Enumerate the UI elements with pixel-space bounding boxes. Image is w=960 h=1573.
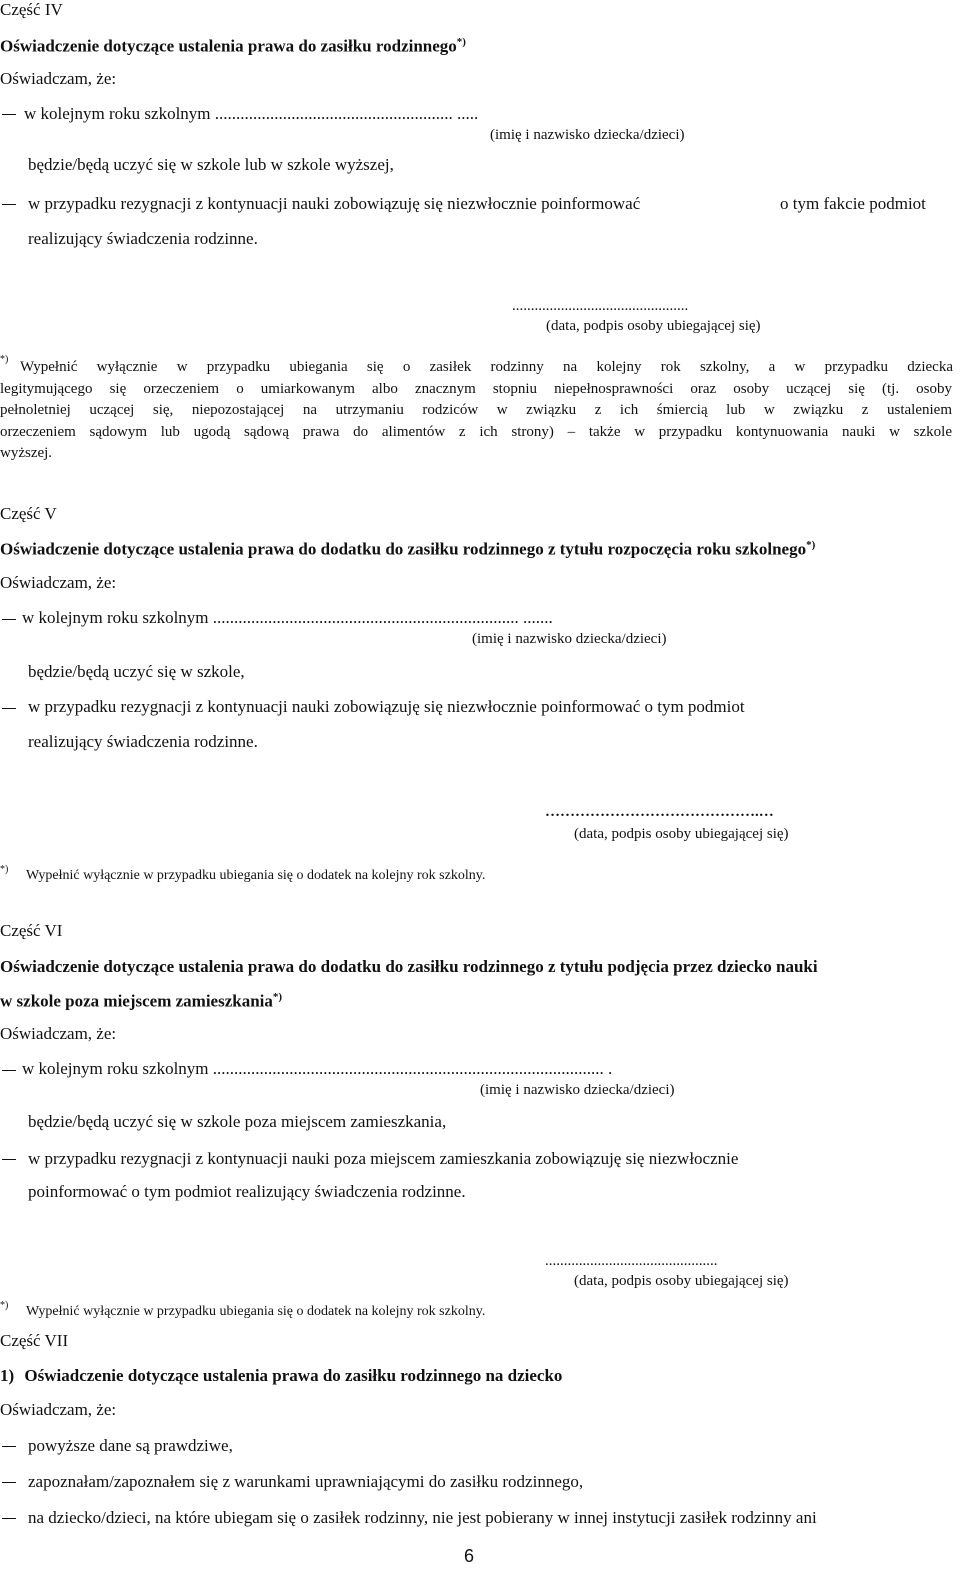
part5-item2: w przypadku rezygnacji z kontynuacji nauki zobowiązuję się niezwłocznie poinformować o tym podmiot [28,697,745,716]
part4-title-text: Oświadczenie dotyczące ustalenia prawa do zasiłku rodzinnego [0,36,457,56]
part6-footnote: Wypełnić wyłącznie w przypadku ubiegania się o dodatek na kolejny rok szkolny. [26,1304,486,1319]
part5-sign-dots: …………………………………….… [545,804,774,820]
part6-title-text: w szkole poza miejscem zamieszkania [0,991,273,1011]
bullet-dash [2,1446,16,1447]
page-number: 6 [464,1546,475,1566]
footnote-line: Wypełnić wyłącznie w przypadku ubiegania się o zasiłek rodzinny na kolejny rok szkolny, a w przypadku dziecka [20,359,953,375]
bullet-dash [2,1070,16,1071]
part5-item2-cont: realizujący świadczenia rodzinne. [28,732,258,751]
part4-title-marker: *) [456,36,466,48]
footnote-line: wyższej. [0,445,53,461]
part6-item2-cont: poinformować o tym podmiot realizujący świadczenia rodzinne. [28,1182,466,1201]
part6-footnote-marker: *) [0,1300,9,1311]
part4-sign-caption: (data, podpis osoby ubiegającej się) [546,318,761,334]
part7-item: powyższe dane są prawdziwe, [28,1436,233,1455]
part5-item1: w kolejnym roku szkolnym ........................................................................ ....... [22,608,553,627]
footnote-line: orzeczeniem sądowym lub ugodą sądową prawa do alimentów z ich strony) – także w przypadku kontynuowania nauki w szkole [0,424,952,440]
part6-title-line2 [0,991,282,1012]
bullet-dash [2,1159,16,1160]
part7-item: na dziecko/dzieci, na które ubiegam się o zasiłek rodzinny, nie jest pobierany w innej instytucji zasiłek rodzinny ani [28,1508,817,1527]
part5-sign-caption: (data, podpis osoby ubiegającej się) [574,826,789,842]
bullet-dash [2,204,16,205]
part4-item2-b: o tym fakcie podmiot [780,194,926,213]
part4-declare: Oświadczam, że: [0,69,117,88]
part5-footnote: Wypełnić wyłącznie w przypadku ubiegania się o dodatek na kolejny rok szkolny. [26,868,486,883]
part6-declare: Oświadczam, że: [0,1024,117,1043]
part5-item1-cont: będzie/będą uczyć się w szkole, [28,662,245,681]
part6-item1-cont: będzie/będą uczyć się w szkole poza miejscem zamieszkania, [28,1112,447,1131]
part7-sub-number: 1) [0,1366,15,1385]
part4-title [0,36,466,57]
part7-sub [0,1366,562,1386]
part4-item2-cont: realizujący świadczenia rodzinne. [28,229,258,248]
part5-declare: Oświadczam, że: [0,573,117,592]
footnote-line: pełnoletniej uczącej się, niepozostającej na utrzymaniu rodziców w związku z ich śmiercią lub w związku z ustaleniem [0,402,952,418]
part6-sign-dots: .............................................. [545,1253,718,1269]
part6-title-marker: *) [272,991,283,1003]
part5-footnote-marker: *) [0,864,9,875]
part4-item1-cont: będzie/będą uczyć się w szkole lub w szkole wyższej, [28,155,394,174]
bullet-dash [2,114,16,115]
part6-sign-caption: (data, podpis osoby ubiegającej się) [574,1273,789,1289]
footnote-line: legitymującego się orzeczeniem o umiarkowanym albo znacznym stopniu niepełnosprawności oraz osoby uczącej się (tj. osoby [0,381,952,397]
part6-child-caption: (imię i nazwisko dziecka/dzieci) [480,1082,675,1098]
part5-child-caption: (imię i nazwisko dziecka/dzieci) [472,631,667,647]
bullet-dash [2,1482,16,1483]
part6-item2: w przypadku rezygnacji z kontynuacji nauki poza miejscem zamieszkania zobowiązuję się niezwłocznie [28,1149,739,1168]
part4-item1: w kolejnym roku szkolnym ........................................................ ..... [24,104,479,123]
part6-heading: Część VI [0,921,63,940]
part5-title-marker: *) [806,539,816,551]
part7-declare: Oświadczam, że: [0,1400,117,1419]
part7-heading: Część VII [0,1331,69,1350]
bullet-dash [2,1518,16,1519]
part4-child-caption: (imię i nazwisko dziecka/dzieci) [490,127,685,143]
part5-title-text: Oświadczenie dotyczące ustalenia prawa do dodatku do zasiłku rodzinnego z tytułu rozpoczęcia roku szkolnego [0,539,807,559]
part6-item1: w kolejnym roku szkolnym ............................................................................................ . [22,1059,613,1078]
part6-title-line1: Oświadczenie dotyczące ustalenia prawa do dodatku do zasiłku rodzinnego z tytułu podjęcia przez dziecko nauki [0,957,818,976]
part4-footnote-marker: *) [0,354,9,365]
part4-sign-dots: ............................................... [512,298,689,314]
part4-item2-a: w przypadku rezygnacji z kontynuacji nauki zobowiązuję się niezwłocznie poinformować [28,194,641,213]
bullet-dash [2,619,16,620]
part4-heading: Część IV [0,0,63,19]
part7-item: zapoznałam/zapoznałem się z warunkami uprawniającymi do zasiłku rodzinnego, [28,1472,584,1491]
part5-heading: Część V [0,504,57,523]
bullet-dash [2,708,16,709]
part5-title [0,539,815,560]
part7-sub-title: Oświadczenie dotyczące ustalenia prawa do zasiłku rodzinnego na dziecko [24,1366,563,1385]
